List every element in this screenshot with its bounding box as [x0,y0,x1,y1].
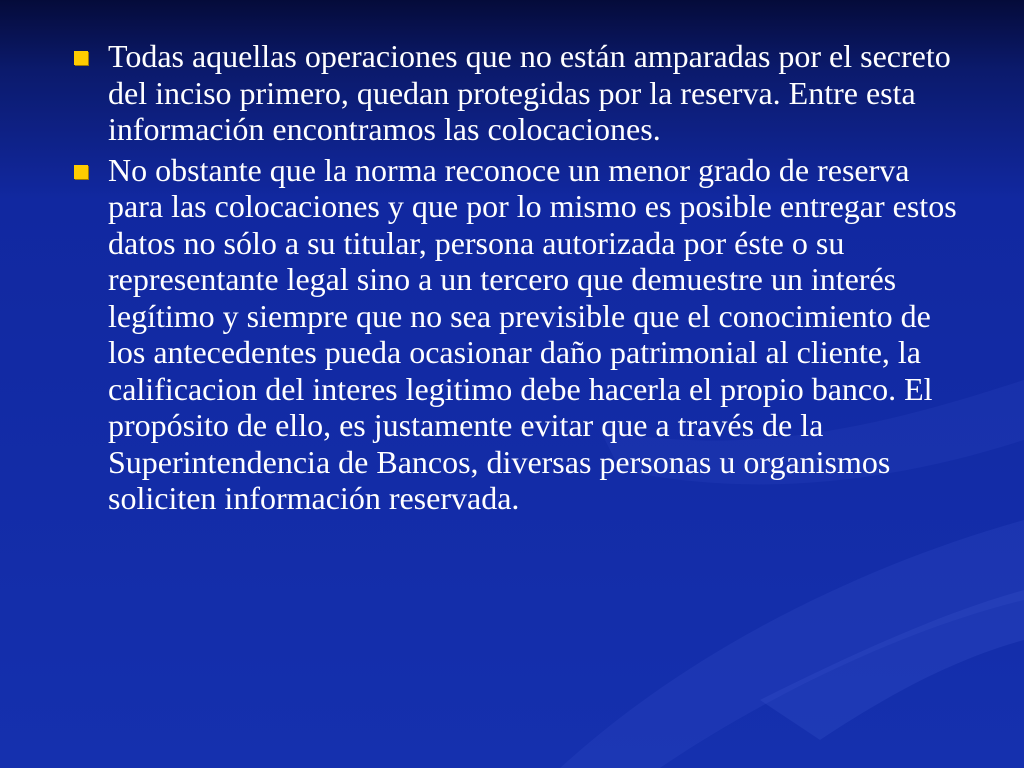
bullet-text: No obstante que la norma reconoce un menor grado de reserva para las colocaciones y que por lo mismo es posible entregar estos datos no sólo a su titular, persona autorizada por éste o su representante legal sino a un tercero que demuestre un interés legítimo y siempre que no sea previsible que el conocimiento de los antecedentes pueda ocasionar daño patrimonial al cliente, la calificacion del interes legitimo debe hacerla el propio banco. El propósito de ello, es justamente evitar que a través de la Superintendencia de Bancos, diversas personas u organismos soliciten información reservada. [108,151,957,516]
square-bullet-icon [74,165,88,179]
bullet-item [66,38,966,148]
bullet-item [66,152,966,517]
bullet-list [66,38,966,521]
bullet-text: Todas aquellas operaciones que no están amparadas por el secreto del inciso primero, quedan protegidas por la reserva. Entre esta información encontramos las colocaciones. [108,38,951,147]
square-bullet-icon [74,51,88,65]
